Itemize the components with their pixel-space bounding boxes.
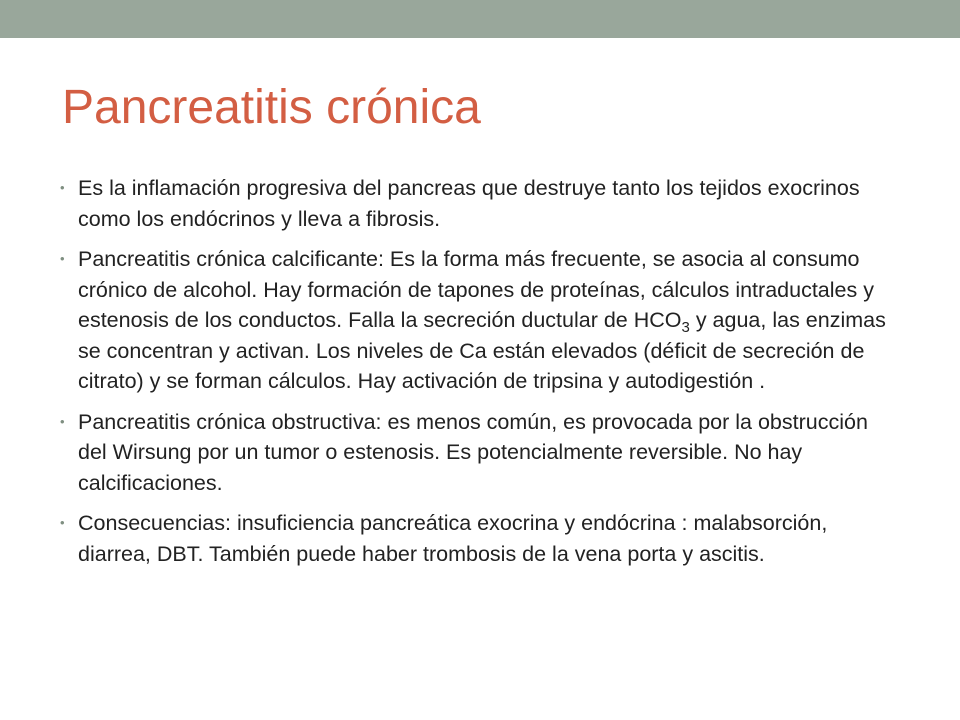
- bullet-item: [60, 173, 900, 234]
- top-accent-bar: [0, 0, 960, 38]
- bullet-icon: •: [60, 180, 65, 195]
- slide-title: Pancreatitis crónica: [62, 81, 481, 134]
- bullet-icon: •: [60, 251, 65, 266]
- bullet-item: [60, 508, 900, 569]
- bullet-text: Es la inflamación progresiva del pancreas que destruye tanto los tejidos exocrinos como los endócrinos y lleva a fibrosis.: [78, 176, 860, 231]
- bullet-icon: •: [60, 515, 65, 530]
- bullet-item: [60, 244, 900, 397]
- bullet-text: Consecuencias: insuficiencia pancreática exocrina y endócrina : malabsorción, diarrea, DBT. También puede haber trombosis de la vena porta y ascitis.: [78, 511, 828, 566]
- bullet-text: Pancreatitis crónica obstructiva: es menos común, es provocada por la obstrucción del Wirsung por un tumor o estenosis. Es potencialmente reversible. No hay calcificaciones.: [78, 409, 868, 495]
- bullet-item: [60, 407, 900, 499]
- bullet-text: [78, 247, 886, 393]
- chemical-subscript: 3: [681, 319, 690, 336]
- bullet-text-part: Pancreatitis crónica calcificante: Es la forma más frecuente, se asocia al consumo crónico de alcohol. Hay formación de tapones de proteínas, cálculos intraductales y estenosis de los conductos. Falla la secreción ductular de HCO: [78, 247, 874, 332]
- bullet-icon: •: [60, 413, 65, 429]
- bullet-list: [60, 173, 900, 579]
- bullet-text-part: y agua, las enzimas se concentran y activan. Los niveles de Ca están elevados (déficit de secreción de citrato) y se forman cálculos. Hay activación de tripsina y autodigestión .: [78, 308, 886, 393]
